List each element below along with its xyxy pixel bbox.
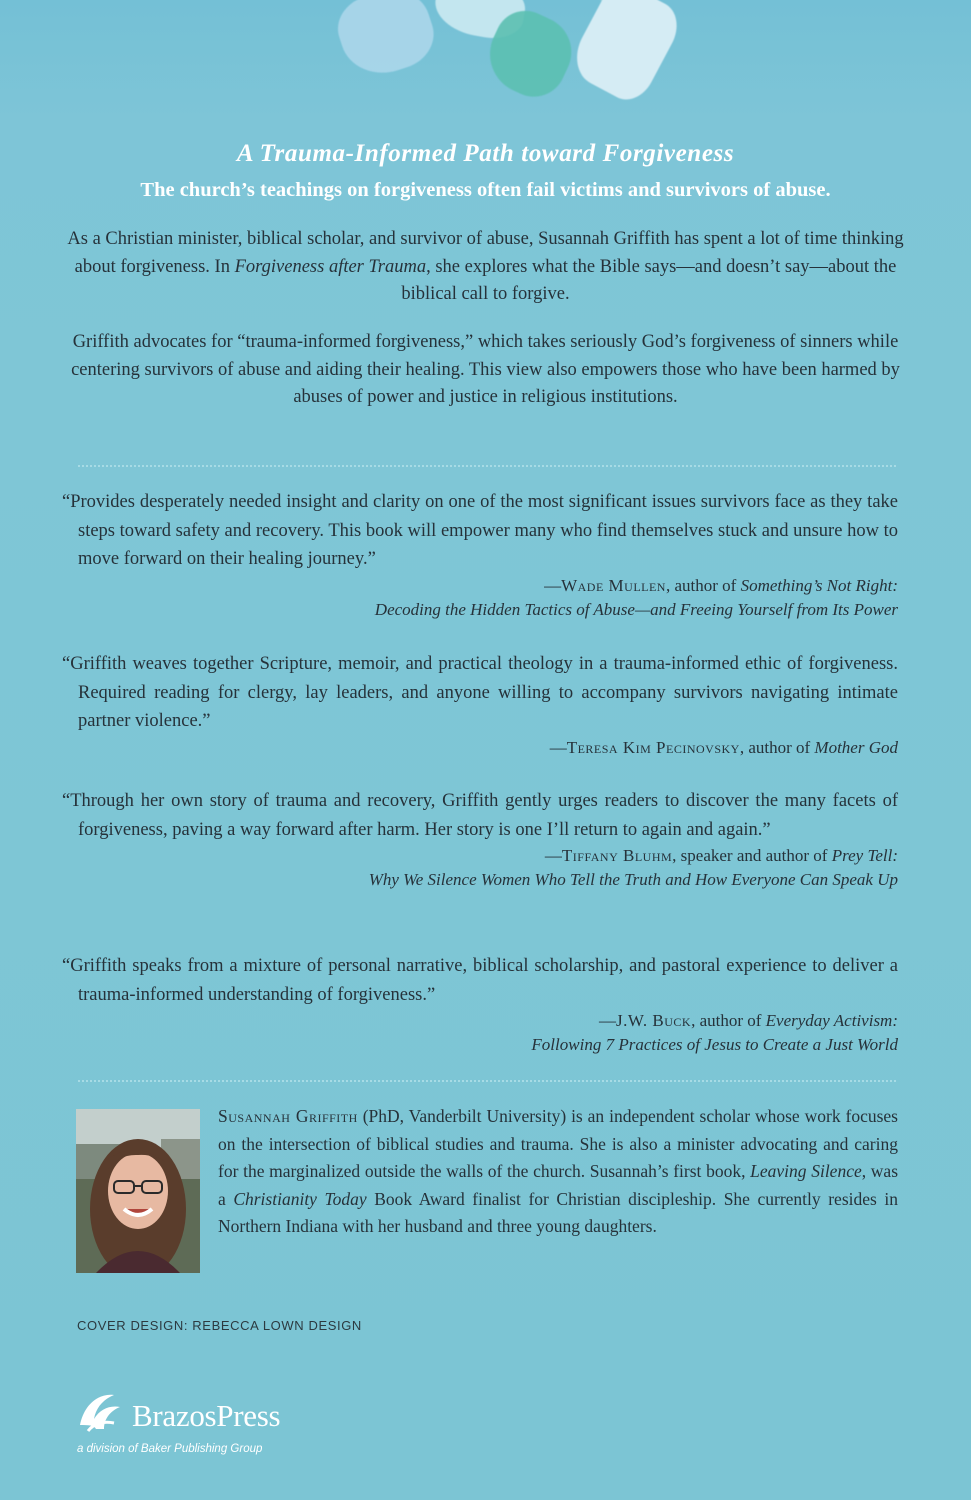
sea-glass-decoration — [330, 0, 442, 84]
endorser-work: Following 7 Practices of Jesus to Create a Just World — [531, 1035, 898, 1054]
description-text: As a Christian minister, biblical scholar, and survivor of abuse, Susannah Griffith has spent a lot of time thinking about forgiveness. In — [67, 229, 904, 277]
endorsement — [62, 488, 898, 622]
headline: A Trauma-Informed Path toward Forgiveness — [236, 140, 735, 167]
endorsement — [62, 650, 898, 760]
endorsement-attribution — [62, 736, 898, 760]
endorser-role: , speaker and author of — [672, 846, 832, 865]
endorser-role: , author of — [739, 737, 815, 757]
description-paragraph-1 — [60, 226, 911, 309]
cover-design-credit: COVER DESIGN: REBECCA LOWN DESIGN — [77, 1318, 362, 1333]
attribution-dash: — — [544, 575, 562, 595]
author-bio — [218, 1103, 898, 1241]
bio-text: (PhD, Vanderbilt University) is an independent scholar whose work focuses on the intersection of biblical studies and trauma. She is also a minister advocating and caring for the marginalized outside the walls of the church. Susannah’s first book, — [218, 1106, 898, 1181]
endorser-work: Everyday Activism: — [765, 1011, 898, 1030]
endorser-work: Decoding the Hidden Tactics of Abuse—and Freeing Yourself from Its Power — [374, 599, 898, 619]
endorsement — [62, 787, 898, 892]
endorser-name: Tiffany Bluhm — [561, 846, 673, 865]
divider — [78, 1080, 896, 1082]
attribution-dash: — — [549, 737, 567, 757]
publisher-tagline: a division of Baker Publishing Group — [77, 1443, 263, 1455]
bio-text: Book Award finalist for Christian discipleship. She currently resides in Northern Indiana with her husband and three young daughters. — [218, 1188, 898, 1236]
endorser-work: Prey Tell: — [831, 846, 898, 865]
endorsement-quote: “Through her own story of trauma and recovery, Griffith gently urges readers to discover the many facets of forgiveness, paving a way forward after harm. Her story is one I’ll return to again and again.” — [62, 791, 898, 840]
bio-text: , was a — [218, 1161, 899, 1209]
subheadline: The church’s teachings on forgiveness often fail victims and survivors of abuse. — [140, 179, 831, 201]
endorsement-attribution — [62, 844, 898, 892]
endorser-name: Teresa Kim Pecinovsky — [566, 737, 740, 757]
endorsement — [62, 952, 898, 1057]
publisher-logo-text: BrazosPress — [132, 1398, 281, 1433]
description-paragraph-2: Griffith advocates for “trauma-informed forgiveness,” which takes seriously God’s forgiveness of sinners while centering survivors of abuse and aiding their healing. This view also empowers those who have been harmed by abuses of power and justice in religious institutions. — [71, 332, 900, 407]
book-title: Forgiveness after Trauma — [234, 256, 427, 277]
award-publication: Christianity Today — [233, 1188, 367, 1209]
endorsement-quote: “Griffith speaks from a mixture of personal narrative, biblical scholarship, and pastoral experience to deliver a trauma-informed understanding of forgiveness.” — [62, 956, 898, 1005]
sea-glass-decoration — [565, 0, 687, 108]
endorser-role: , author of — [665, 575, 741, 595]
endorser-work: Why We Silence Women Who Tell the Truth and How Everyone Can Speak Up — [368, 870, 898, 889]
endorsement-attribution — [62, 1009, 898, 1057]
author-name: Susannah Griffith — [218, 1106, 358, 1126]
endorser-role: , author of — [691, 1011, 766, 1030]
description-text: , she explores what the Bible says—and doesn’t say—about the biblical call to forgive. — [401, 256, 897, 304]
divider — [78, 465, 896, 467]
endorsement-attribution — [62, 574, 898, 622]
previous-book-title: Leaving Silence — [750, 1161, 862, 1181]
endorser-work: Mother God — [814, 737, 898, 757]
attribution-dash: — — [599, 1011, 617, 1030]
endorsement-quote: “Griffith weaves together Scripture, memoir, and practical theology in a trauma-informed ethic of forgiveness. Required reading for clergy, lay leaders, and anyone willing to accompany survivors navigating intimate partner violence.” — [62, 654, 898, 731]
author-photo — [76, 1109, 200, 1273]
endorser-name: Wade Mullen — [561, 575, 666, 595]
brazos-wave-icon — [74, 1385, 134, 1435]
attribution-dash: — — [544, 846, 562, 865]
endorser-work: Something’s Not Right: — [740, 575, 898, 595]
endorsement-quote: “Provides desperately needed insight and clarity on one of the most significant issues survivors face as they take steps toward safety and recovery. This book will empower many who find themselves stuck and unsure how to move forward on their healing journey.” — [62, 492, 898, 569]
endorser-name: J.W. Buck — [616, 1011, 692, 1030]
